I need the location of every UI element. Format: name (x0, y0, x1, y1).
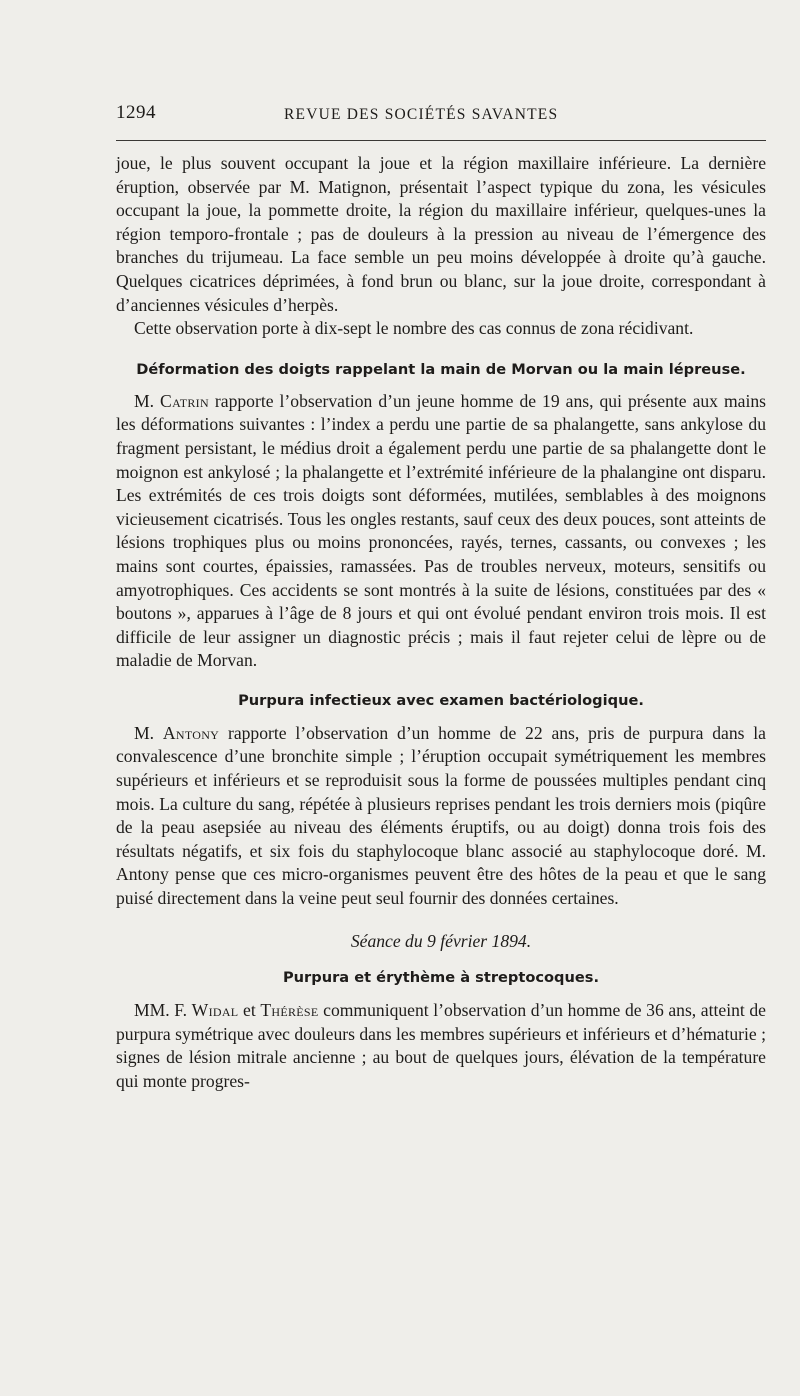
running-title: REVUE DES SOCIÉTÉS SAVANTES (284, 106, 559, 123)
lead-text: M. (134, 390, 161, 411)
author-name-therese: Thérèse (260, 1000, 319, 1021)
paragraph-text: rapporte l’observation d’un jeune homme de 19 ans, qui présente aux mains les déformations suivantes : l’index a perdu une partie de sa phalangette, sans ankylose du fragment persistant, le médius droit a également perdu une partie de sa phalangette dont le moignon est ankylosé ; la phalangette et l’extrémité inférieure de la phalangine ont disparu. Les extrémités de ces trois doigts sont déformées, mutilées, semblables à des moignons vicieusement cicatrisés. Tous les ongles restants, sauf ceux des deux pouces, sont atteints de lésions trophiques plus ou moins prononcées, rayés, ternes, cassants, ou convexes ; les mains sont courtes, épaissies, ramassées. Pas de troubles nerveux, moteurs, sensitifs ou amyotrophiques. Ces accidents se sont montrés à la suite de lésions, constituées par des « boutons », apparues à l’âge de 8 jours et qui ont évolué pendant environ trois mois. Il est difficile de leur assigner un diagnostic précis ; mais il faut rejeter celui de lèpre ou de maladie de Morvan. (116, 390, 766, 671)
paragraph-text: communiquent l’observation d’un homme de 36 ans, atteint de purpura symétrique avec douleurs dans les membres supérieurs et inférieurs et d’hématurie ; signes de lésion mitrale ancienne ; au bout de quelques jours, élévation de la température qui monte progres- (116, 1000, 766, 1091)
author-name: Catrin (160, 390, 209, 411)
paragraph-catrin (116, 390, 766, 673)
connector-text: et (238, 1000, 261, 1021)
section-heading-purpura-erytheme: Purpura et érythème à streptocoques. (282, 969, 600, 987)
paragraph-antony (116, 722, 766, 911)
section-heading-deformation: Déformation des doigts rappelant la main de Morvan ou la main lépreuse. (136, 360, 746, 378)
page-header (116, 100, 764, 130)
header-rule (116, 140, 766, 141)
seance-date: Séance du 9 février 1894. (350, 930, 532, 951)
paragraph-widal-therese (116, 999, 766, 1093)
section-heading-purpura-infectieux: Purpura infectieux avec examen bactériologique. (238, 691, 644, 709)
lead-text: MM. F. (134, 1000, 192, 1021)
paragraph-zona-conclusion: Cette observation porte à dix-sept le nombre des cas connus de zona récidivant. (134, 318, 694, 339)
page-number: 1294 (116, 102, 156, 123)
lead-text: M. (134, 722, 163, 743)
paragraph-zona-continued: joue, le plus souvent occupant la joue et la région maxillaire inférieure. La dernière éruption, observée par M. Matignon, présentait l’aspect typique du zona, les vésicules occupant la joue, la pommette droite, la région du maxillaire inférieur, quelques-unes la région temporo-frontale ; pas de douleurs à la pression au niveau de l’émergence des branches du trijumeau. La face semble un peu moins développée à droite qu’à gauche. Quelques cicatrices déprimées, à fond brun ou blanc, sur la joue droite, correspondant à d’anciennes vésicules d’herpès. (116, 153, 766, 315)
author-name: Antony (162, 722, 220, 743)
author-name-widal: Widal (191, 1000, 239, 1021)
paragraph-text: rapporte l’observation d’un homme de 22 ans, pris de purpura dans la convalescence d’une bronchite simple ; l’éruption occupait symétriquement les membres supérieurs et inférieurs et se reproduisit sous la forme de poussées multiples pendant cinq mois. La culture du sang, répétée à plusieurs reprises pendant les trois derniers mois (piqûre de la peau asepsiée au niveau des éléments éruptifs, ou au doigt) donna trois fois des résultats négatifs, et six fois du staphylocoque blanc associé au staphylocoque doré. M. Antony pense que ces micro-organismes peuvent être des hôtes de la peau et que le sang puisé directement dans la veine peut seul fournir des données certaines. (116, 722, 766, 909)
page-body (116, 152, 766, 1094)
